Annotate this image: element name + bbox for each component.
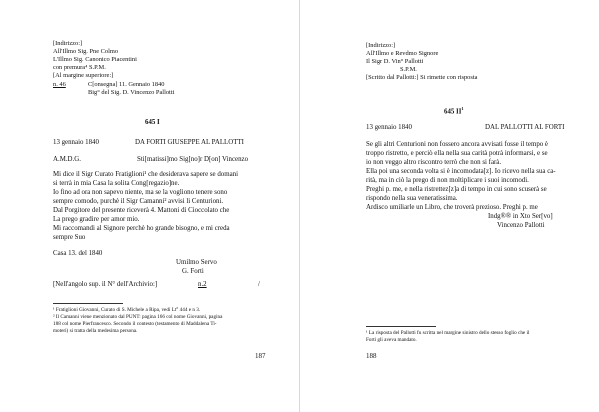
letter-number: 645 $II^1$ <box>444 106 464 116</box>
footnote: moteri) si tratta della medesima persona. <box>53 328 138 334</box>
body-line: rità, ma in ciò la prego di non moltiplicare i suoi incomodi. <box>366 177 529 184</box>
footnote: ² Il Camanni viene menzionato dal PUNT: pagina 166 col nome Giovanni, pagina <box>53 314 223 320</box>
address-line: L'Illmo Sig. Canonico Piacentini <box>53 56 137 63</box>
footnote: Forti gli aveva mandato. <box>366 337 417 343</box>
archive-note: [Nell'angolo sup. il N° dell'Archivio:] <box>53 281 158 288</box>
body-line: Preghi p. me, e nella ristrettez[z]a di tempo in cui sono scuserà se <box>366 186 547 193</box>
page-number: 187 <box>255 352 266 360</box>
letter-number: 645 I <box>145 119 160 126</box>
reference-number: n. 46 <box>53 81 66 88</box>
closing-line: Indg®® in Xto Ser[vo] <box>488 213 553 220</box>
address-line: All'Illmo e Revdmo Signore <box>366 50 439 57</box>
salutation-left: A.M.D.G. <box>53 156 81 163</box>
body-line: Ardisco umiliarle un Libro, che troverà prezioso. Preghi p. me <box>366 204 538 211</box>
signature: G. Forti <box>182 268 204 275</box>
right-page <box>300 0 599 412</box>
salutation-right: Sti[matissi]mo Sig[no]r D[on] Vincenzo <box>137 156 249 163</box>
footnote: 188 col nome Pierfrancesco. Secondo il contesto (testamento di Maddalena Ti- <box>53 321 217 327</box>
archive-ref: n.2 <box>198 281 207 288</box>
body-line: sempre comodo, purchè il Sigr Camanni² avvisi li Centurioni. <box>53 198 224 205</box>
page-number: 188 <box>366 352 377 360</box>
footnote-divider <box>53 303 123 304</box>
footnote: ¹ La risposta del Pallotti fu scritta nel margine sinistro dello stesso foglio che il <box>366 330 530 336</box>
address-line: con premura⁴ S.P.M. <box>53 64 106 71</box>
body-line: io non veggo altro riscontro terrò che non si farà. <box>366 159 502 166</box>
body-line: Ella poi una seconda volta si è incomodata[z]. Io ricevo nella sua ca- <box>366 168 556 175</box>
letter-title: DAL PALLOTTI AL FORTI <box>485 124 565 131</box>
address-line: [Indirizzo:] <box>366 42 396 49</box>
address-line: [Al margine superiore:] <box>53 72 114 79</box>
address-line: [Indirizzo:] <box>53 40 83 47</box>
footnote-divider <box>366 326 436 327</box>
body-line: si terrà in mia Casa la solita Cong[regazio]ne. <box>53 180 180 187</box>
body-line: troppo ristretto, e perciò ella nella sua carità potrà informarsi, e se <box>366 150 548 157</box>
address-line: Il Sigr D. Vin° Pallotti <box>366 58 424 65</box>
body-line: Se gli altri Centurioni non fossero ancora avvisati fosse il tempo è <box>366 141 548 148</box>
body-line: Mi raccomandi al Signore perchè ho grande bisogno, e mi creda <box>53 225 230 232</box>
address-line: Big° del Sig. D. Vincenzo Pallotti <box>88 89 175 96</box>
body-line: Mi dice il Sigr Curato Fratiglioni¹ che desiderava sapere se domani <box>53 171 239 178</box>
address-line: C[onsegna] 11. Gennaio 1840 <box>88 81 165 88</box>
signature: Vincenzo Pallotti <box>497 222 545 229</box>
letter-date: 13 gennaio 1840 <box>53 139 99 146</box>
letter-title: DA FORTI GIUSEPPE AL PALLOTTI <box>135 139 244 146</box>
footnote: ¹ Fratiglioni Giovanni, Curato di S. Michele a Ripa, vedi Lt° 444 e n 3. <box>53 307 201 313</box>
address-line: S.P.M. <box>400 66 417 73</box>
address-line: [Scritto dal Pallotti:] Si rimette con risposta <box>366 74 478 81</box>
body-line: Io fino ad ora non sapevo niente, ma se la vogliono tenere sono <box>53 189 228 196</box>
body-line: sempre Suo <box>53 234 86 241</box>
place-date: Casa 13. del 1840 <box>53 250 103 257</box>
address-line: All'Illmo Sig. Pne Colmo <box>53 48 119 55</box>
body-line: La prego gradire per amor mio. <box>53 216 140 223</box>
body-line: rispondo nella sua veneratissima. <box>366 195 458 202</box>
body-line: Dal Porgitore del presente riceverà 4. Mattoni di Cioccolato che <box>53 207 230 214</box>
archive-mark: / <box>258 281 260 288</box>
letter-date: 13 gennaio 1840 <box>366 124 412 131</box>
closing-line: Umilmo Servo <box>176 259 217 266</box>
